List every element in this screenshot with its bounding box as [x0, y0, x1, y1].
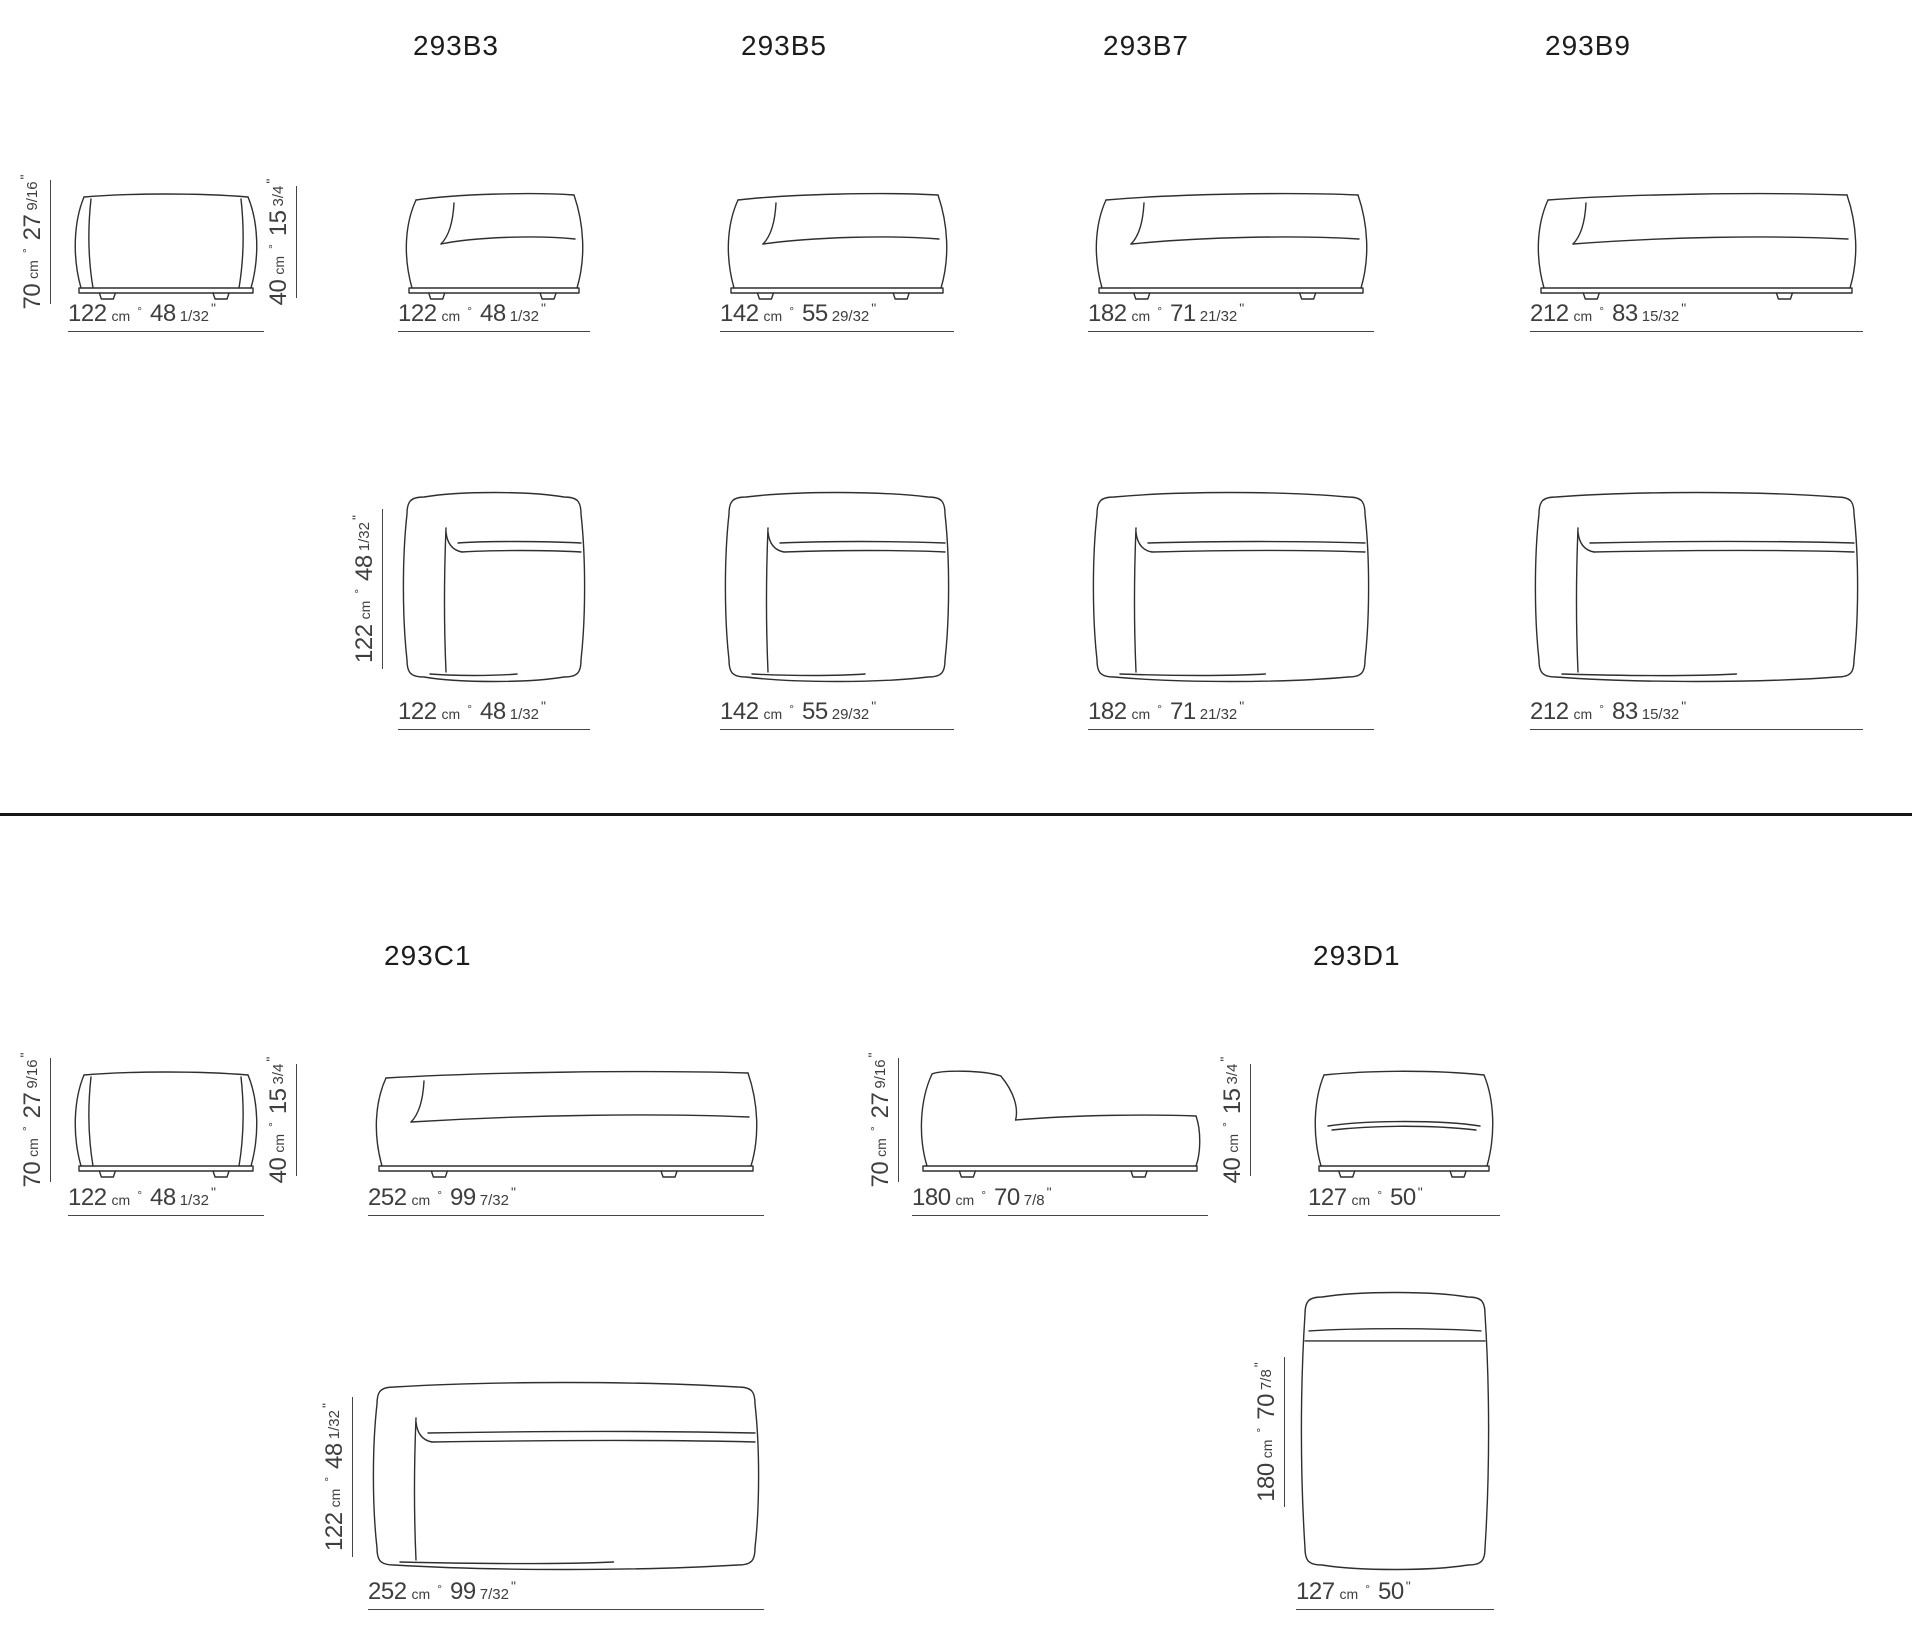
plan-view-293b7	[1088, 488, 1374, 686]
model-title-293c1: 293C1	[384, 940, 472, 971]
dimension-width-293b7-front: 182 cm ° 71 21/32 "	[1088, 302, 1374, 332]
dimension-depth-293d1-side: 180 cm ° 70 7/8 "	[912, 1186, 1208, 1216]
model-title-293b7: 293B7	[1103, 30, 1189, 61]
front-view-293b7	[1088, 186, 1374, 310]
plan-view-293b3	[398, 488, 590, 686]
front-view-293b5	[720, 186, 954, 310]
dimension-height-seat-bottom: 40 cm ° 15 3/4 "	[267, 1064, 297, 1176]
dimension-height-back-bottom: 70 cm ° 27 9/16 "	[21, 1058, 51, 1182]
dimension-width-293c1-front: 252 cm ° 99 7/32 "	[368, 1186, 764, 1216]
dimension-height-back: 70 cm ° 27 9/16 "	[21, 180, 51, 304]
dimension-width-293b5-front: 142 cm ° 55 29/32 "	[720, 302, 954, 332]
dimension-width-293c1-plan: 252 cm ° 99 7/32 "	[368, 1580, 764, 1610]
side-view-293d1-chaise	[912, 1064, 1208, 1188]
dimension-depth-293c1-plan: 122 cm ° 48 1/32 "	[323, 1397, 353, 1557]
model-title-293b5: 293B5	[741, 30, 827, 61]
model-title-293b3: 293B3	[413, 30, 499, 61]
side-elevation-drawing	[68, 186, 264, 310]
dimension-height-back-chaise: 70 cm ° 27 9/16 "	[869, 1058, 899, 1182]
plan-view-293b5	[720, 488, 954, 686]
dimension-depth-293d1-plan: 180 cm ° 70 7/8 "	[1255, 1357, 1285, 1507]
model-title-293d1: 293D1	[1313, 940, 1401, 971]
dimension-width-293b3-front: 122 cm ° 48 1/32 "	[398, 302, 590, 332]
plan-view-293c1	[368, 1378, 764, 1574]
front-view-293d1	[1308, 1064, 1500, 1188]
dimension-height-seat-chaise: 40 cm ° 15 3/4 "	[1221, 1064, 1251, 1176]
side-elevation-drawing-bottom	[68, 1064, 264, 1188]
model-title-293b9: 293B9	[1545, 30, 1631, 61]
dimension-width-side-elevation: 122 cm ° 48 1/32 "	[68, 302, 264, 332]
dimension-width-side-elevation-bottom: 122 cm ° 48 1/32 "	[68, 1186, 264, 1216]
dimension-width-293b9-plan: 212 cm ° 83 15/32 "	[1530, 700, 1863, 730]
dimension-depth-293b3-plan: 122 cm ° 48 1/32 "	[353, 509, 383, 669]
front-view-293b9	[1530, 186, 1863, 310]
dimension-width-293b9-front: 212 cm ° 83 15/32 "	[1530, 302, 1863, 332]
plan-view-293b9	[1530, 488, 1863, 686]
section-divider	[0, 813, 1912, 816]
dimension-height-seat: 40 cm ° 15 3/4 "	[267, 186, 297, 298]
front-view-293b3	[398, 186, 590, 310]
dimension-width-293b7-plan: 182 cm ° 71 21/32 "	[1088, 700, 1374, 730]
dimension-width-293d1-plan: 127 cm ° 50 "	[1296, 1580, 1494, 1610]
dimension-width-293b5-plan: 142 cm ° 55 29/32 "	[720, 700, 954, 730]
dimension-width-293d1-front: 127 cm ° 50 "	[1308, 1186, 1500, 1216]
dimension-width-293b3-plan: 122 cm ° 48 1/32 "	[398, 700, 590, 730]
plan-view-293d1	[1296, 1288, 1494, 1574]
front-view-293c1	[368, 1064, 764, 1188]
